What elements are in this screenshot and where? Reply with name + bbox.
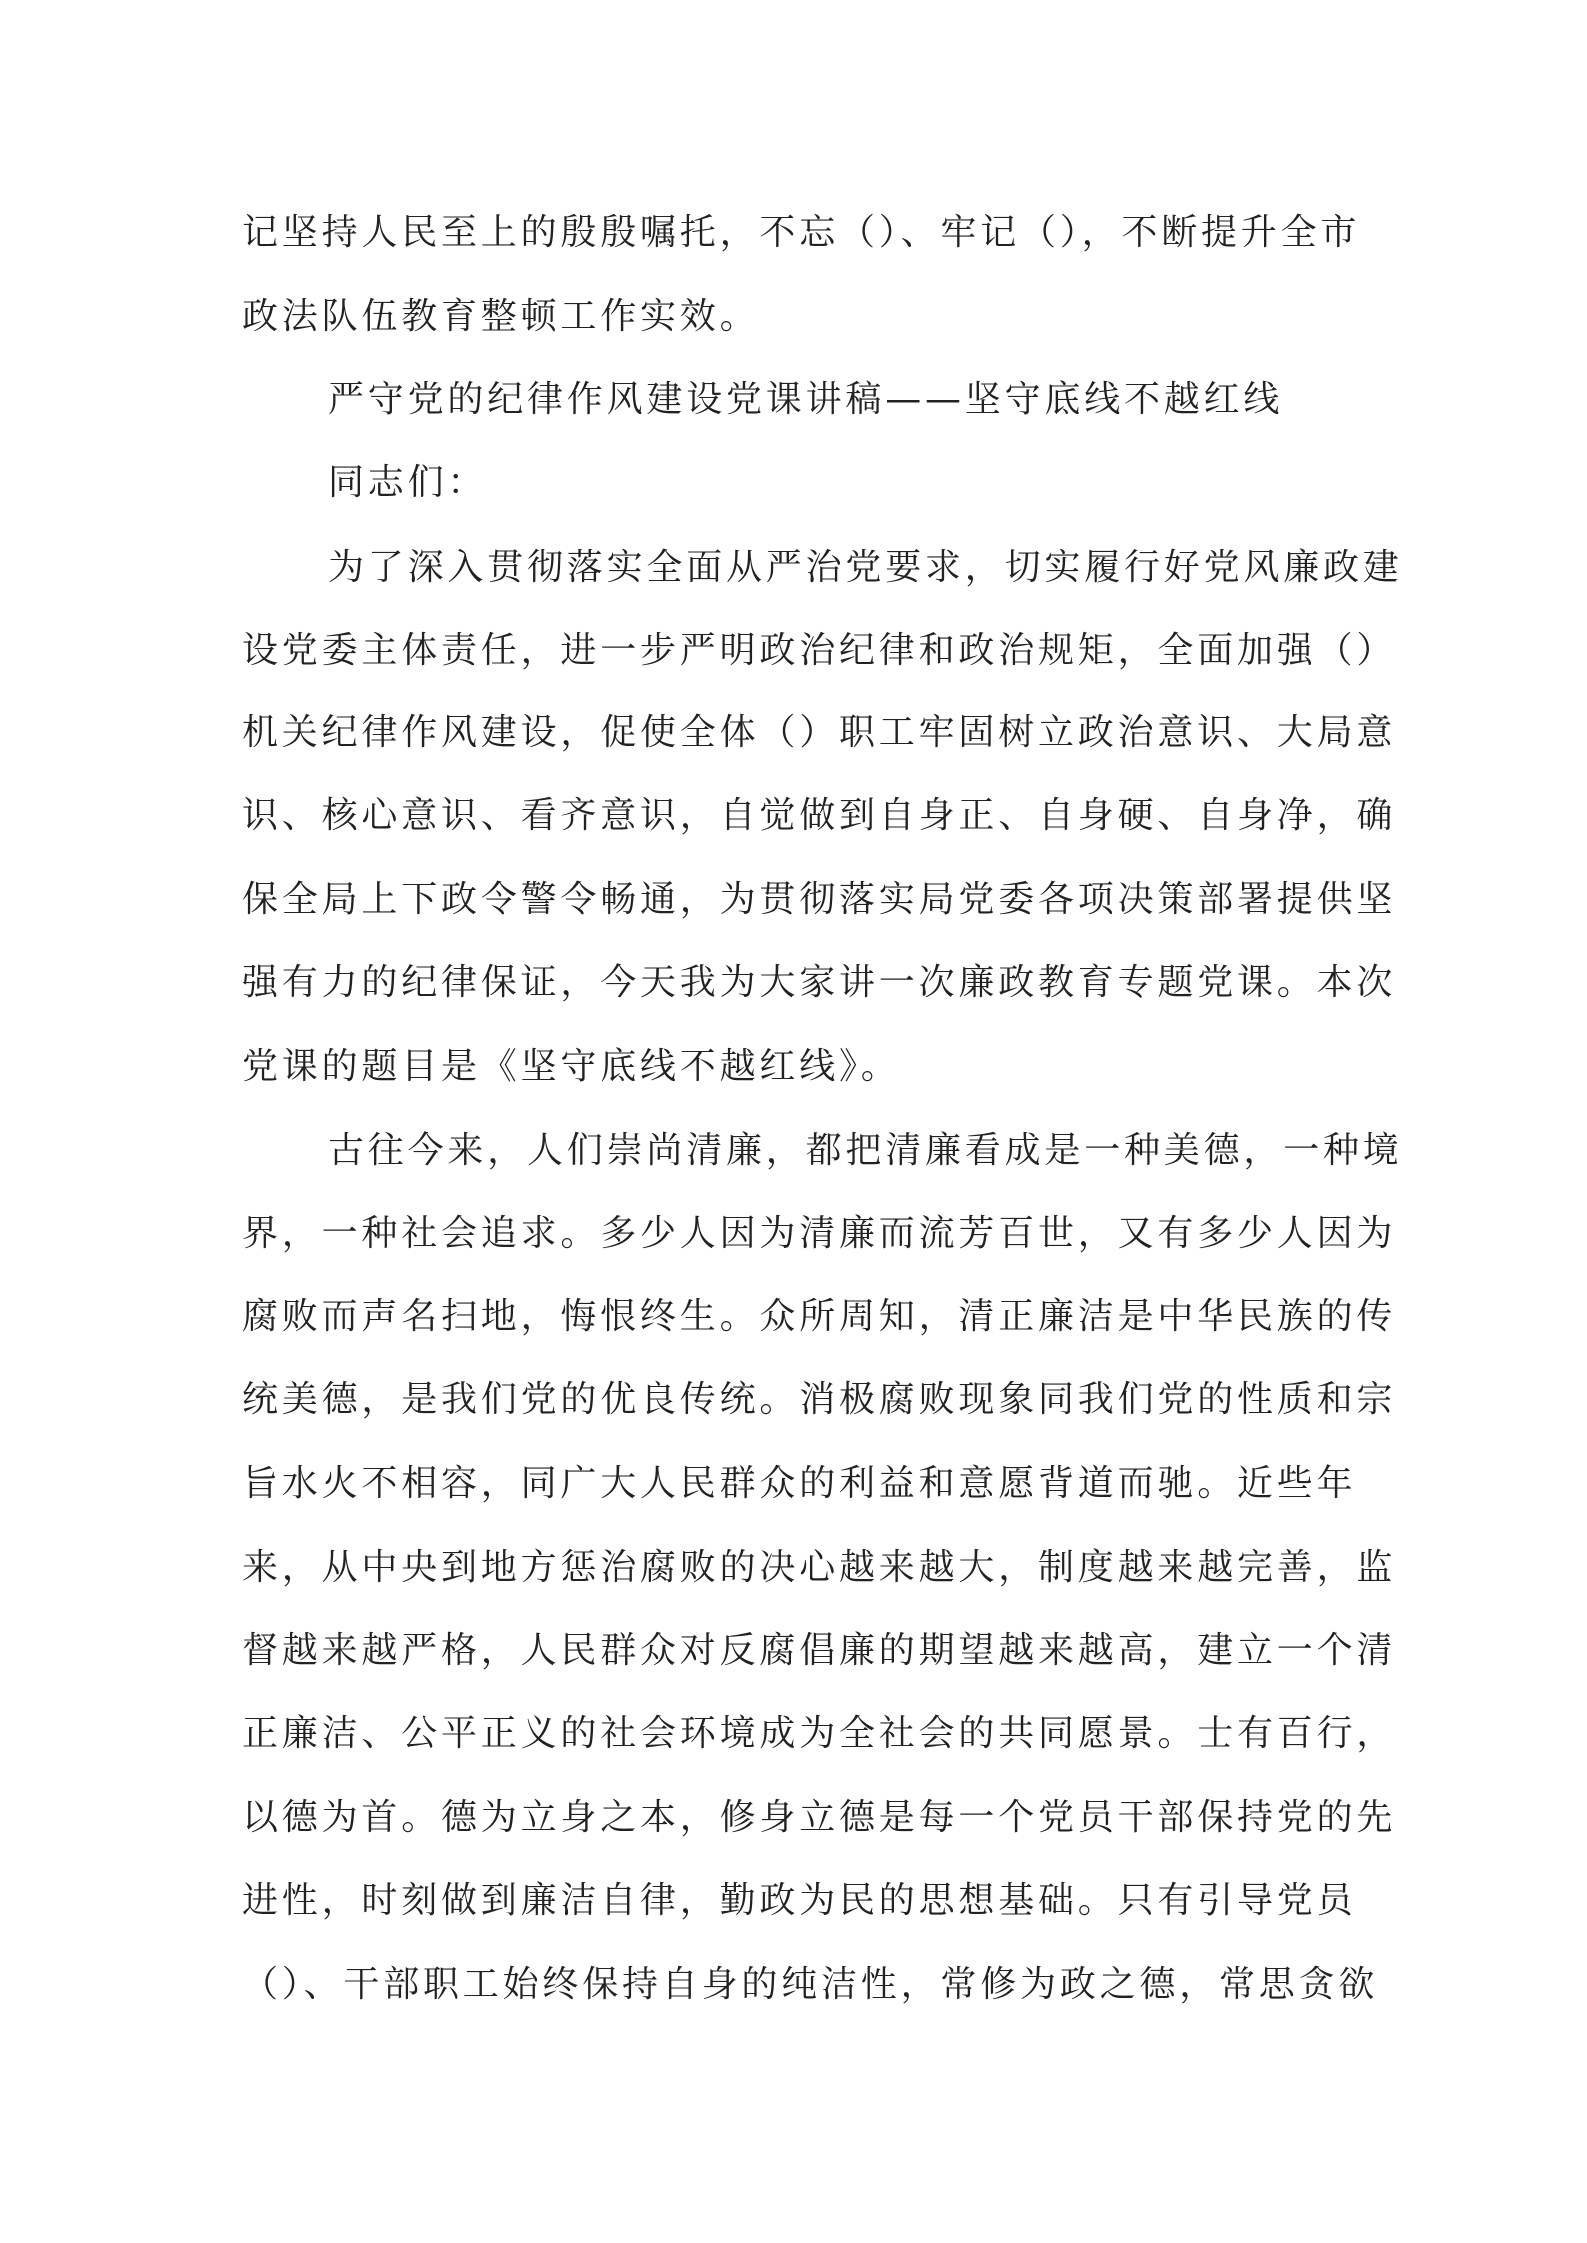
text-line: 政法队伍教育整顿工作实效。: [242, 296, 760, 337]
salutation: 同志们：: [328, 462, 488, 503]
text-line: 机关纪律作风建设，促使全体（）职工牢固树立政治意识、大局意: [242, 712, 1397, 753]
text-line: 识、核心意识、看齐意识，自觉做到自身正、自身硬、自身净，确: [242, 795, 1397, 836]
text-line: 古往今来，人们崇尚清廉，都把清廉看成是一种美德，一种境: [328, 1130, 1403, 1171]
text-line: 保全局上下政令警令畅通，为贯彻落实局党委各项决策部署提供坚: [242, 879, 1397, 920]
section-title: 严守党的纪律作风建设党课讲稿——坚守底线不越红线: [328, 379, 1284, 420]
text-line: 为了深入贯彻落实全面从严治党要求，切实履行好党风廉政建: [328, 547, 1403, 588]
text-line: 来，从中央到地方惩治腐败的决心越来越大，制度越来越完善，监: [242, 1547, 1397, 1588]
text-line: （）、干部职工始终保持自身的纯洁性，常修为政之德，常思贪欲: [242, 1964, 1379, 2005]
text-line: 党课的题目是《坚守底线不越红线》。: [242, 1046, 901, 1087]
text-line: 设党委主体责任，进一步严明政治纪律和政治规矩，全面加强（）: [242, 630, 1397, 671]
text-line: 腐败而声名扫地，悔恨终生。众所周知，清正廉洁是中华民族的传: [242, 1296, 1397, 1337]
text-line: 强有力的纪律保证，今天我为大家讲一次廉政教育专题党课。本次: [242, 962, 1397, 1003]
text-line: 正廉洁、公平正义的社会环境成为全社会的共同愿景。士有百行，: [242, 1713, 1397, 1754]
text-line: 以德为首。德为立身之本，修身立德是每一个党员干部保持党的先: [242, 1797, 1397, 1838]
text-line: 进性，时刻做到廉洁自律，勤政为民的思想基础。只有引导党员: [242, 1880, 1357, 1921]
text-line: 统美德，是我们党的优良传统。消极腐败现象同我们党的性质和宗: [242, 1379, 1397, 1420]
text-line: 界，一种社会追求。多少人因为清廉而流芳百世，又有多少人因为: [242, 1213, 1397, 1254]
text-line: 记坚持人民至上的殷殷嘱托，不忘（）、牢记（），不断提升全市: [242, 212, 1361, 253]
text-line: 旨水火不相容，同广大人民群众的利益和意愿背道而驰。近些年: [242, 1463, 1357, 1504]
text-line: 督越来越严格，人民群众对反腐倡廉的期望越来越高，建立一个清: [242, 1630, 1397, 1671]
